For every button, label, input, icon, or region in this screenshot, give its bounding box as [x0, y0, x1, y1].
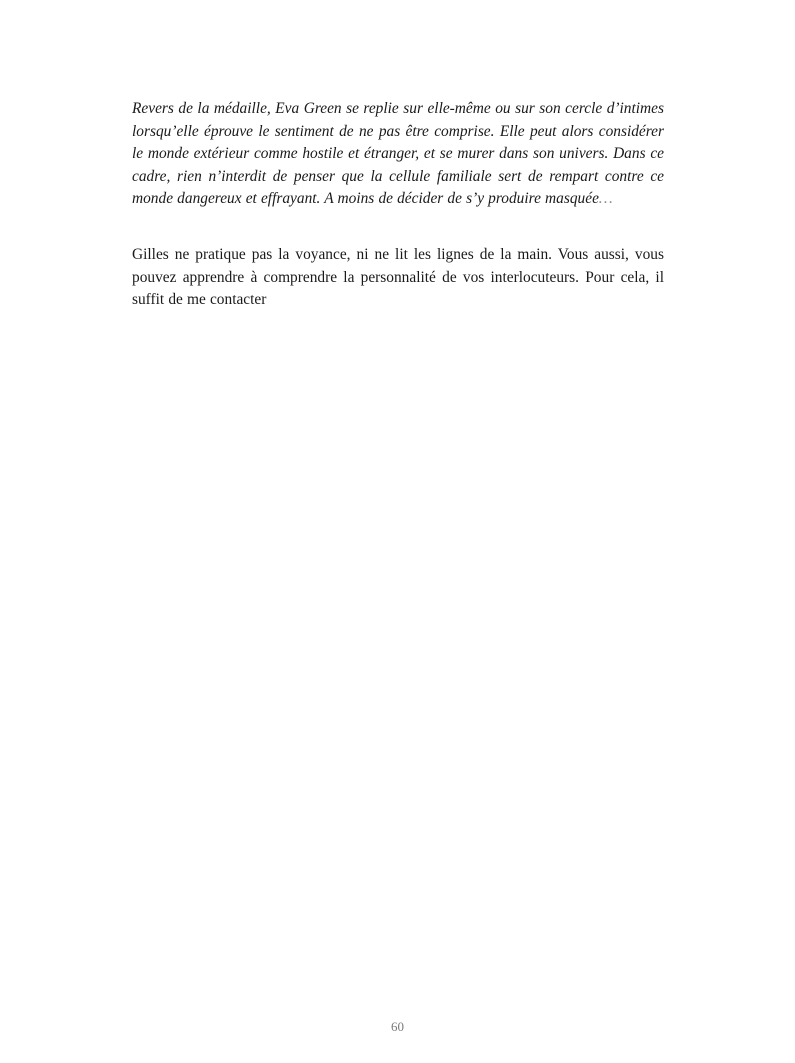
- page-number: 60: [391, 1019, 404, 1034]
- paragraph-eva-green-text: Revers de la médaille, Eva Green se replie sur elle-même ou sur son cercle d’intimes lorsqu’elle éprouve le sentiment de ne pas être comprise. Elle peut alors considérer le monde extérieur comme hostile et étranger, et se murer dans son univers. Dans ce cadre, rien n’interdit de penser que la cellule familiale sert de rempart contre ce monde dangereux et effrayant. A moins de décider de s’y produire masquée: [132, 100, 664, 208]
- paragraph-gilles-contact: Gilles ne pratique pas la voyance, ni ne lit les lignes de la main. Vous aussi, vous pouvez apprendre à comprendre la personnalité de vos interlocuteurs. Pour cela, il suffit de me contacter: [132, 246, 664, 309]
- paragraph-ellipsis: …: [598, 190, 613, 208]
- paragraph-eva-green: [132, 98, 664, 211]
